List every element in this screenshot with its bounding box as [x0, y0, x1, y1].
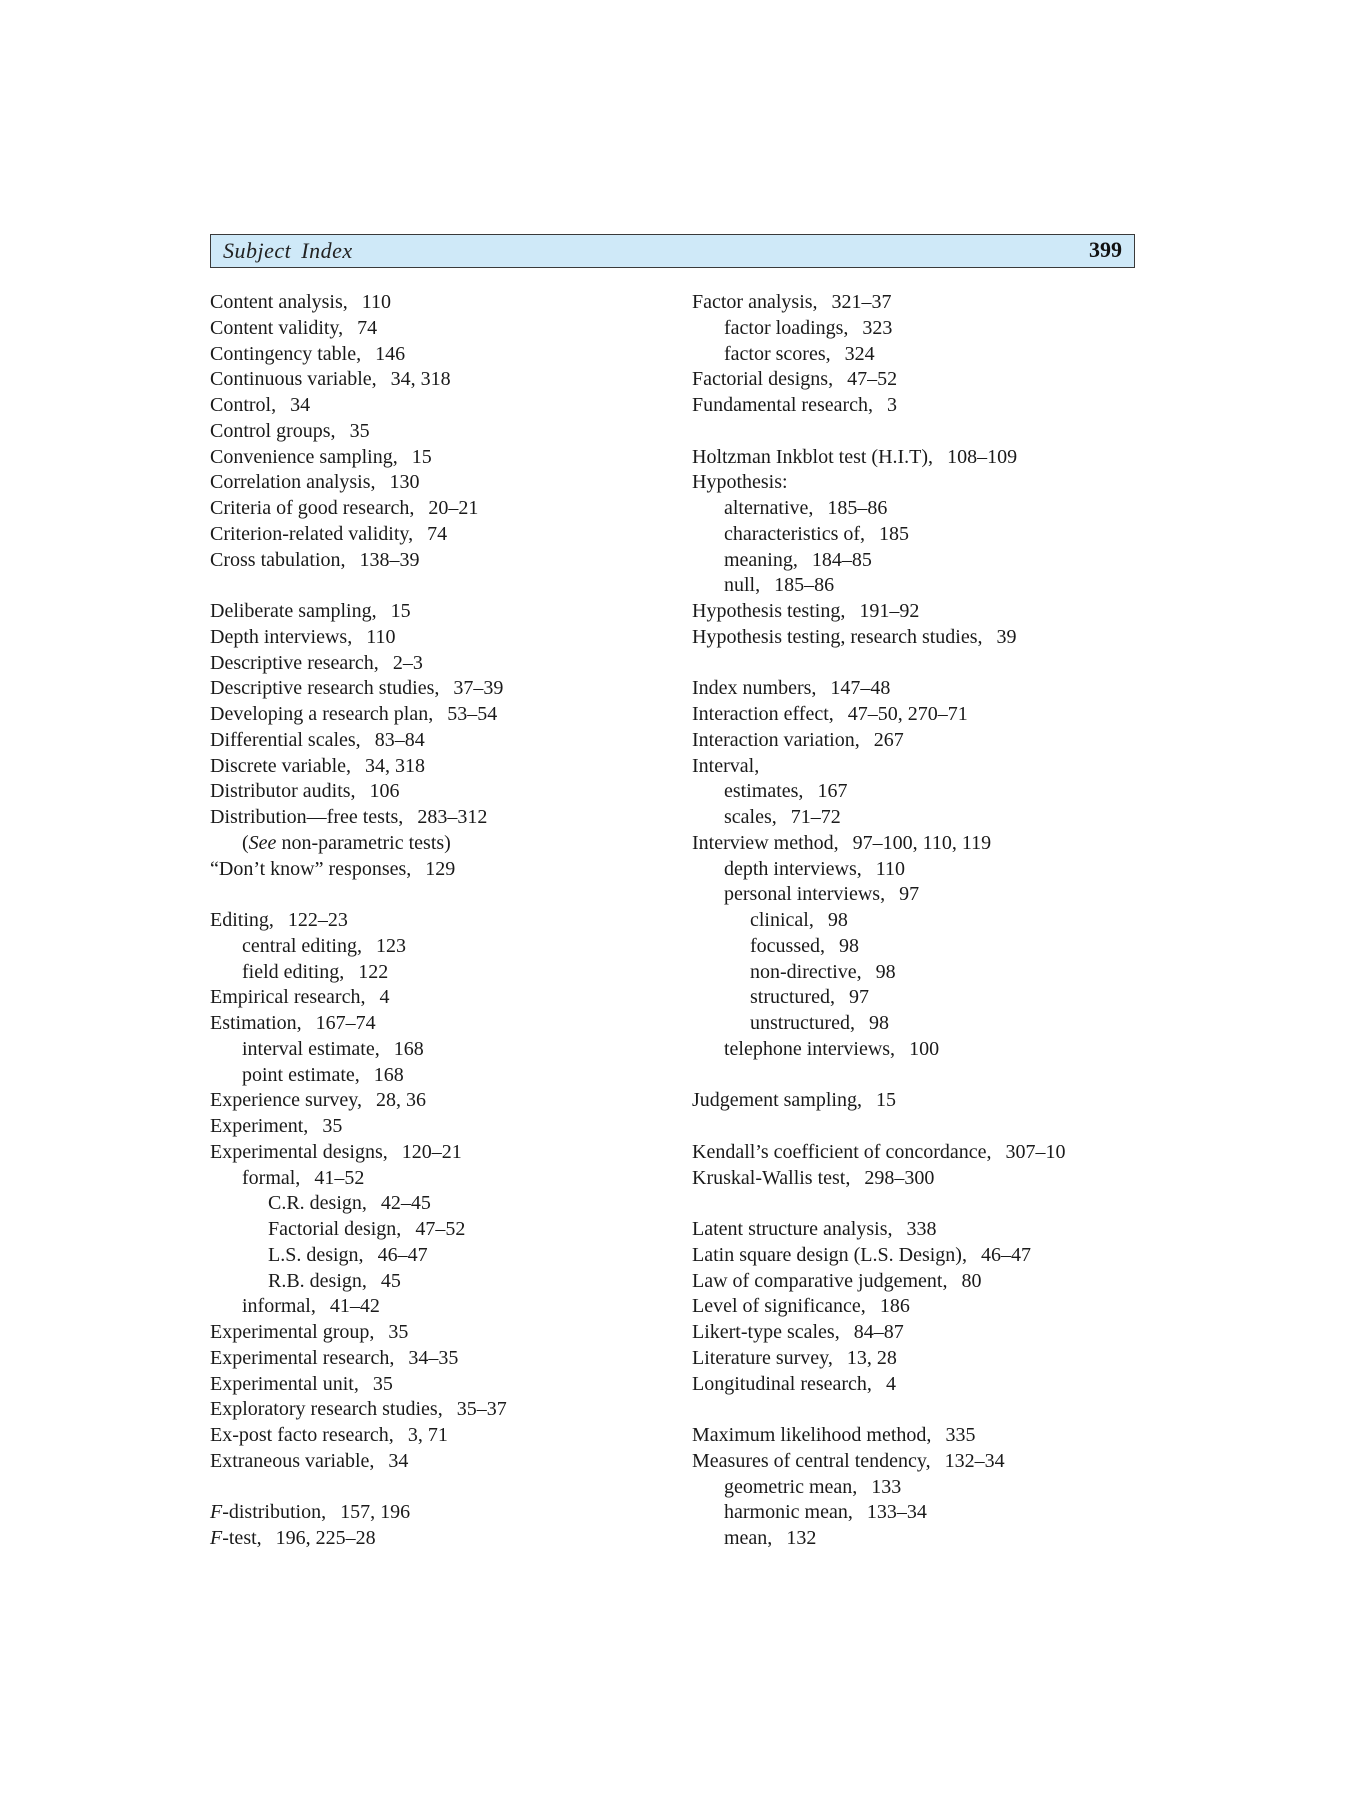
index-entry	[210, 676, 680, 702]
entry-term: depth interviews,	[724, 857, 862, 880]
index-subentry	[692, 934, 1132, 960]
entry-pages: 80	[961, 1269, 982, 1292]
entry-pages: 35	[349, 419, 370, 442]
entry-term: R.B. design,	[268, 1269, 367, 1292]
index-entry	[692, 445, 1132, 471]
entry-pages: 15	[411, 445, 432, 468]
index-entry	[210, 367, 680, 393]
entry-term: Convenience sampling,	[210, 445, 398, 468]
index-subentry	[210, 1243, 680, 1269]
entry-pages: 321–37	[831, 291, 892, 313]
index-entry	[210, 805, 680, 831]
index-entry	[210, 1088, 680, 1114]
entry-term: central editing,	[242, 934, 362, 957]
entry-term: Law of comparative judgement,	[692, 1269, 948, 1292]
index-subentry	[210, 1191, 680, 1217]
entry-term: Distribution—free tests,	[210, 806, 404, 828]
entry-italic-prefix: F	[210, 1527, 223, 1549]
entry-pages: 168	[393, 1037, 424, 1060]
index-entry	[210, 522, 680, 548]
index-entry	[692, 1372, 1132, 1398]
entry-term: Descriptive research,	[210, 651, 379, 674]
entry-pages: 168	[373, 1063, 404, 1086]
entry-term: personal interviews,	[724, 883, 886, 906]
entry-pages: 34	[388, 1449, 409, 1472]
entry-term: Control,	[210, 394, 277, 416]
index-subentry	[210, 960, 680, 986]
entry-pages: 42–45	[380, 1192, 431, 1215]
entry-term: Criterion-related validity,	[210, 522, 414, 545]
entry-term: Fundamental research,	[692, 394, 874, 416]
entry-term: alternative,	[724, 497, 814, 519]
index-entry	[692, 702, 1132, 728]
entry-pages: 185–86	[827, 497, 888, 519]
index-subentry	[692, 1037, 1132, 1063]
running-header	[210, 234, 1135, 268]
entry-term: -test,	[222, 1527, 262, 1549]
page-number: 399	[1089, 237, 1122, 262]
entry-term: meaning,	[724, 548, 798, 571]
entry-pages: 100	[909, 1037, 940, 1060]
index-entry	[692, 625, 1132, 651]
entry-pages: 46–47	[980, 1243, 1031, 1266]
entry-term: scales,	[724, 806, 777, 828]
entry-term: Criteria of good research,	[210, 497, 415, 519]
entry-pages: 46–47	[377, 1243, 428, 1266]
entry-term: Deliberate sampling,	[210, 600, 377, 622]
index-entry	[692, 1449, 1132, 1475]
index-entry	[692, 1269, 1132, 1295]
index-subentry	[692, 1526, 1132, 1552]
entry-pages: 47–50, 270–71	[847, 703, 968, 725]
page-title: Subject Index	[223, 238, 353, 263]
index-entry	[692, 290, 1132, 316]
index-entry	[692, 599, 1132, 625]
entry-pages: 133	[871, 1475, 902, 1498]
entry-pages: 120–21	[401, 1140, 462, 1163]
entry-pages: 335	[945, 1424, 976, 1446]
entry-pages: 196, 225–28	[275, 1527, 376, 1549]
index-entry	[692, 470, 1132, 496]
index-subentry	[692, 1475, 1132, 1501]
entry-term: Factor analysis,	[692, 291, 818, 313]
entry-term: Kendall’s coefficient of concordance,	[692, 1140, 992, 1163]
entry-term: clinical,	[750, 909, 814, 931]
index-entry	[210, 625, 680, 651]
index-entry	[210, 1500, 680, 1526]
index-subentry	[692, 316, 1132, 342]
entry-pages: 132	[786, 1527, 817, 1549]
entry-pages: 110	[875, 857, 906, 880]
index-entry	[210, 599, 680, 625]
entry-pages: 133–34	[866, 1501, 927, 1524]
entry-italic-prefix: See	[248, 831, 277, 854]
entry-pages: 4	[885, 1372, 896, 1395]
entry-term: Continuous variable,	[210, 368, 377, 391]
entry-pages: 97–100, 110, 119	[852, 831, 992, 854]
index-entry	[692, 1243, 1132, 1269]
entry-term: characteristics of,	[724, 522, 866, 545]
entry-pages: 191–92	[859, 600, 920, 622]
entry-term: point estimate,	[242, 1063, 360, 1086]
index-entry	[210, 728, 680, 754]
entry-term: Interaction variation,	[692, 728, 860, 751]
entry-term: Holtzman Inkblot test (H.I.T),	[692, 445, 934, 468]
entry-term: Maximum likelihood method,	[692, 1424, 932, 1446]
entry-term: “Don’t know” responses,	[210, 857, 412, 880]
entry-pages: 4	[379, 986, 390, 1009]
index-entry	[692, 1088, 1132, 1114]
entry-pages: 98	[827, 909, 848, 931]
index-entry	[692, 1320, 1132, 1346]
index-entry	[210, 1346, 680, 1372]
entry-pages: 108–109	[947, 445, 1018, 468]
entry-term: Hypothesis testing,	[692, 600, 846, 622]
entry-term: L.S. design,	[268, 1243, 364, 1266]
index-entry	[210, 1011, 680, 1037]
index-entry	[692, 831, 1132, 857]
index-column-left	[210, 290, 680, 1552]
entry-pages: 267	[873, 728, 904, 751]
index-subentry	[692, 548, 1132, 574]
entry-term: Hypothesis testing, research studies,	[692, 625, 983, 648]
index-entry	[210, 470, 680, 496]
index-subentry	[692, 1500, 1132, 1526]
index-entry	[210, 1449, 680, 1475]
index-entry	[692, 1166, 1132, 1192]
index-entry	[210, 419, 680, 445]
index-entry	[210, 316, 680, 342]
index-column-right	[692, 290, 1132, 1552]
entry-term: non-parametric tests)	[281, 831, 451, 854]
index-subentry	[692, 1011, 1132, 1037]
entry-pages: 167	[817, 780, 848, 803]
entry-term: Developing a research plan,	[210, 703, 434, 725]
index-subentry	[692, 522, 1132, 548]
index-entry	[210, 1320, 680, 1346]
entry-term: Depth interviews,	[210, 625, 353, 648]
entry-pages: 13, 28	[846, 1346, 897, 1369]
entry-term: formal,	[242, 1166, 301, 1189]
entry-term: informal,	[242, 1295, 316, 1318]
entry-pages: 185	[879, 522, 910, 545]
entry-term: Latent structure analysis,	[692, 1218, 893, 1240]
entry-pages: 110	[366, 625, 396, 648]
entry-pages: 122	[358, 960, 389, 983]
entry-pages: 35	[388, 1321, 409, 1343]
index-subentry	[210, 1037, 680, 1063]
entry-term: harmonic mean,	[724, 1501, 853, 1524]
index-entry	[210, 1526, 680, 1552]
entry-term: C.R. design,	[268, 1192, 367, 1215]
index-subentry	[210, 1269, 680, 1295]
entry-pages: 122–23	[287, 909, 348, 931]
entry-pages: 338	[906, 1218, 937, 1240]
entry-term: factor scores,	[724, 342, 831, 365]
entry-pages: 167–74	[315, 1012, 376, 1034]
index-entry	[210, 857, 680, 883]
index-entry	[692, 1423, 1132, 1449]
entry-pages: 34, 318	[390, 368, 451, 391]
index-entry	[210, 290, 680, 316]
index-entry	[692, 1217, 1132, 1243]
entry-term: telephone interviews,	[724, 1037, 896, 1060]
entry-pages: 37–39	[453, 677, 504, 700]
entry-pages: 147–48	[830, 677, 891, 700]
index-entry	[210, 754, 680, 780]
entry-pages: 298–300	[864, 1166, 935, 1189]
index-subentry	[692, 960, 1132, 986]
entry-term: Estimation,	[210, 1012, 302, 1034]
index-subentry	[692, 857, 1132, 883]
entry-term: Editing,	[210, 909, 274, 931]
entry-pages: 157, 196	[340, 1501, 411, 1524]
entry-term: Exploratory research studies,	[210, 1398, 443, 1421]
index-entry	[692, 754, 1132, 780]
entry-pages: 34–35	[408, 1346, 459, 1369]
entry-term: mean,	[724, 1527, 773, 1549]
entry-pages: 15	[875, 1089, 896, 1112]
index-subentry: (See non-parametric tests)	[242, 831, 451, 854]
entry-term: Control groups,	[210, 419, 336, 442]
entry-pages: 132–34	[944, 1449, 1005, 1472]
index-subentry	[210, 1166, 680, 1192]
entry-pages: 110	[361, 291, 392, 313]
entry-pages: 15	[390, 600, 411, 622]
entry-term: factor loadings,	[724, 316, 849, 339]
entry-pages: 186	[879, 1295, 910, 1318]
index-entry	[210, 1372, 680, 1398]
entry-pages: 123	[375, 934, 406, 957]
entry-pages: 35–37	[456, 1398, 507, 1421]
index-entry	[692, 367, 1132, 393]
index-entry	[210, 1114, 680, 1140]
entry-term: Empirical research,	[210, 986, 366, 1009]
entry-term: Experimental research,	[210, 1346, 395, 1369]
index-subentry	[692, 908, 1132, 934]
entry-term: Experience survey,	[210, 1089, 362, 1112]
index-subentry	[692, 496, 1132, 522]
entry-term: Longitudinal research,	[692, 1372, 872, 1395]
entry-pages: 2–3	[392, 651, 423, 674]
entry-term: Judgement sampling,	[692, 1089, 862, 1112]
entry-pages: 45	[380, 1269, 401, 1292]
entry-pages: 39	[996, 625, 1017, 648]
index-entry	[210, 908, 680, 934]
entry-term: Contingency table,	[210, 342, 362, 365]
entry-term: focussed,	[750, 934, 825, 957]
index-subentry	[210, 1063, 680, 1089]
index-subentry	[210, 1217, 680, 1243]
entry-pages: 97	[899, 883, 920, 906]
entry-term: Interaction effect,	[692, 703, 834, 725]
entry-pages: 47–52	[415, 1218, 466, 1240]
index-subentry	[692, 573, 1132, 599]
entry-term: Measures of central tendency,	[692, 1449, 931, 1472]
entry-pages: 74	[357, 316, 378, 339]
entry-pages: 3, 71	[407, 1424, 448, 1446]
entry-term: Latin square design (L.S. Design),	[692, 1243, 967, 1266]
entry-pages: 283–312	[417, 806, 488, 828]
index-entry	[692, 1346, 1132, 1372]
index-subentry	[692, 779, 1132, 805]
entry-term: -distribution,	[222, 1501, 327, 1524]
index-subentry	[692, 882, 1132, 908]
entry-italic-prefix: F	[210, 1501, 223, 1524]
entry-pages: 98	[838, 934, 859, 957]
entry-pages: 97	[848, 986, 869, 1009]
entry-term: Experimental group,	[210, 1321, 375, 1343]
entry-term: Correlation analysis,	[210, 471, 376, 494]
entry-term: Discrete variable,	[210, 754, 352, 777]
entry-pages: 41–42	[329, 1295, 380, 1318]
index-entry	[210, 393, 680, 419]
index-subentry	[210, 1294, 680, 1320]
entry-term: unstructured,	[750, 1012, 855, 1034]
index-entry	[692, 1140, 1132, 1166]
entry-pages: 34	[290, 394, 311, 416]
entry-pages: 184–85	[811, 548, 872, 571]
index-entry	[210, 779, 680, 805]
entry-pages: 35	[372, 1372, 393, 1395]
entry-pages: 129	[425, 857, 456, 880]
entry-pages: 130	[389, 471, 420, 494]
entry-pages: 41–52	[314, 1166, 365, 1189]
entry-term: Literature survey,	[692, 1346, 833, 1369]
index-entry	[210, 651, 680, 677]
entry-term: Level of significance,	[692, 1295, 866, 1318]
entry-pages: 71–72	[790, 806, 841, 828]
index-entry	[210, 1423, 680, 1449]
entry-pages: 47–52	[847, 368, 898, 391]
entry-term: estimates,	[724, 780, 804, 803]
entry-term: Content analysis,	[210, 291, 348, 313]
entry-pages: 35	[322, 1115, 343, 1137]
entry-pages: 34, 318	[365, 754, 426, 777]
entry-term: Descriptive research studies,	[210, 677, 440, 700]
entry-pages: 138–39	[359, 548, 420, 571]
index-subentry	[692, 342, 1132, 368]
index-entry	[692, 676, 1132, 702]
entry-pages: 28, 36	[375, 1089, 426, 1112]
entry-pages: 3	[887, 394, 898, 416]
entry-term: Ex-post facto research,	[210, 1424, 394, 1446]
entry-pages: 323	[862, 316, 893, 339]
entry-term: Factorial design,	[268, 1218, 402, 1240]
index-subentry	[692, 985, 1132, 1011]
entry-pages: 74	[427, 522, 448, 545]
entry-term: Hypothesis:	[692, 471, 788, 494]
entry-term: Extraneous variable,	[210, 1449, 375, 1472]
index-entry	[210, 702, 680, 728]
entry-term: Differential scales,	[210, 728, 361, 751]
entry-term: Content validity,	[210, 316, 344, 339]
index-entry	[210, 445, 680, 471]
entry-pages: 53–54	[447, 703, 498, 725]
entry-term: field editing,	[242, 960, 345, 983]
entry-term: Likert-type scales,	[692, 1321, 840, 1343]
entry-term: geometric mean,	[724, 1475, 858, 1498]
entry-term: Experimental unit,	[210, 1372, 359, 1395]
index-entry	[692, 393, 1132, 419]
entry-term: Interval,	[692, 754, 760, 777]
entry-pages: 146	[375, 342, 406, 365]
entry-term: null,	[724, 574, 761, 597]
entry-pages: 324	[844, 342, 875, 365]
entry-pages: 20–21	[428, 497, 479, 519]
entry-term: Experimental designs,	[210, 1140, 388, 1163]
entry-term: interval estimate,	[242, 1037, 380, 1060]
entry-term: Factorial designs,	[692, 368, 834, 391]
entry-pages: 84–87	[853, 1321, 904, 1343]
entry-pages: 98	[868, 1012, 889, 1034]
index-entry	[210, 1397, 680, 1423]
entry-term: Index numbers,	[692, 677, 817, 700]
index-subentry	[692, 805, 1132, 831]
index-entry	[692, 1294, 1132, 1320]
index-entry	[210, 496, 680, 522]
entry-pages: 83–84	[374, 728, 425, 751]
entry-pages: 307–10	[1005, 1140, 1066, 1163]
index-entry	[210, 985, 680, 1011]
entry-term: Kruskal-Wallis test,	[692, 1166, 851, 1189]
index-entry	[210, 342, 680, 368]
entry-pages: 106	[369, 780, 400, 803]
entry-pages: 185–86	[774, 574, 835, 597]
entry-term: non-directive,	[750, 960, 862, 983]
entry-term: Interview method,	[692, 831, 839, 854]
index-entry	[692, 728, 1132, 754]
entry-term: Distributor audits,	[210, 780, 356, 803]
index-entry	[210, 1140, 680, 1166]
entry-term: Cross tabulation,	[210, 548, 346, 571]
index-entry	[210, 548, 680, 574]
entry-term: Experiment,	[210, 1115, 309, 1137]
index-subentry	[210, 934, 680, 960]
entry-term: structured,	[750, 986, 835, 1009]
entry-pages: 98	[875, 960, 896, 983]
